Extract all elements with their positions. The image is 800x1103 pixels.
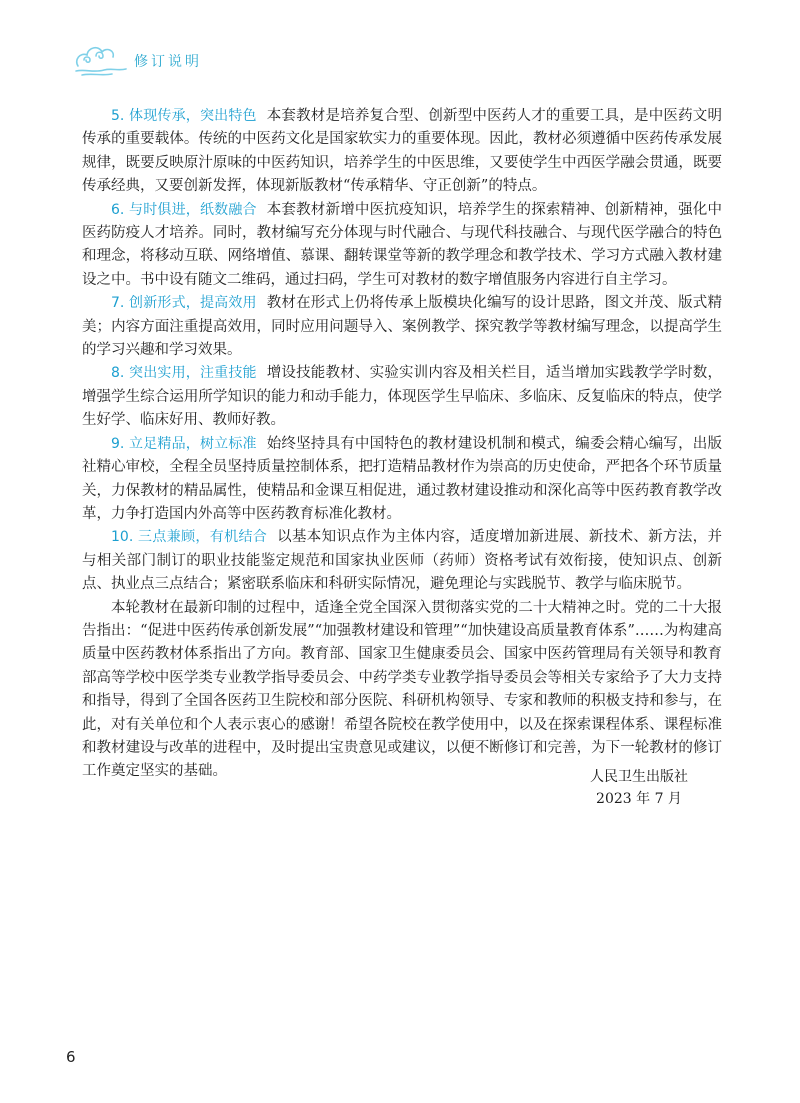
cloud-swirl-icon (72, 38, 130, 78)
publisher-name: 人民卫生出版社 (590, 769, 688, 785)
page-header (72, 38, 202, 78)
section-heading: 6. 与时俱进，纸数融合 (111, 201, 257, 218)
section-text: 增设技能教材、实验实训内容及相关栏目，适当增加实践教学学时数，增强学生综合运用所学知识的能力和动手能力，体现医学生早临床、多临床、反复临床的特点，使学生好学、临床好用、教师好教。 (82, 365, 722, 429)
body-text (82, 105, 722, 784)
section-heading: 8. 突出实用，注重技能 (111, 365, 257, 382)
section-heading: 5. 体现传承，突出特色 (111, 108, 257, 124)
section-5 (82, 105, 722, 199)
section-text: 以基本知识点作为主体内容，适度增加新进展、新技术、新方法，并与相关部门制订的职业技能鉴定规范和国家执业医师（药师）资格考试有效衔接，使知识点、创新点、执业点三点结合；紧密联系临床和科研实际情况，避免理论与实践脱节、教学与临床脱节。 (82, 529, 722, 593)
section-text: 始终坚持具有中国特色的教材建设机制和模式，编委会精心编写，出版社精心审校，全程全员坚持质量控制体系，把打造精品教材作为崇高的历史使命，严把各个环节质量关，力保教材的精品属性，使精品和金课互相促进，通过教材建设推动和深化高等中医药教育教学改革，力争打造国内外高等中医药教育标准化教材。 (82, 435, 722, 522)
signature-block (590, 766, 688, 810)
section-6 (82, 199, 722, 293)
section-8 (82, 362, 722, 432)
section-text: 教材在形式上仍将传承上版模块化编写的设计思路，图文并茂、版式精美；内容方面注重提高效用，同时应用问题导入、案例教学、探究教学等教材编写理念，以提高学生的学习兴趣和学习效果。 (82, 295, 722, 359)
closing-paragraph: 本轮教材在最新印制的过程中，适逢全党全国深入贯彻落实党的二十大精神之时。党的二十大报告指出：“促进中医药传承创新发展”“加强教材建设和管理”“加快建设高质量教育体系”……为构建高质量中医药教材体系指出了方向。教育部、国家卫生健康委员会、国家中医药管理局有关领导和教育部高等学校中医学类专业教学指导委员会、中药学类专业教学指导委员会等相关专家给予了大力支持和指导，得到了全国各医药卫生院校和部分医院、科研机构领导、专家和教师的积极支持和参与，在此，对有关单位和个人表示衷心的感谢！希望各院校在教学使用中，以及在探索课程体系、课程标准和教材建设与改革的进程中，及时提出宝贵意见或建议，以便不断修订和完善，为下一轮教材的修订工作奠定坚实的基础。 (82, 599, 722, 780)
section-text: 本套教材新增中医抗疫知识，培养学生的探索精神、创新精神，强化中医药防疫人才培养。同时，教材编写充分体现与时代融合、与现代科技融合、与现代医学融合的特色和理念，将移动互联、网络增值、慕课、翻转课堂等新的教学理念和教学技术、学习方式融入教材建设之中。书中设有随文二维码，通过扫码，学生可对教材的数字增值服务内容进行自主学习。 (82, 201, 722, 288)
section-heading: 7. 创新形式，提高效用 (111, 295, 257, 312)
section-heading: 9. 立足精品，树立标准 (111, 435, 257, 452)
header-title: 修订说明 (134, 54, 202, 70)
page-number: 6 (66, 1048, 76, 1066)
section-heading: 10. 三点兼顾，有机结合 (111, 529, 268, 546)
section-9 (82, 433, 722, 527)
section-text: 本套教材是培养复合型、创新型中医药人才的重要工具，是中医药文明传承的重要载体。传统的中医药文化是国家软实力的重要体现。因此，教材必须遵循中医药传承发展规律，既要反映原汁原味的中医药知识，培养学生的中医思维，又要使学生中西医学融会贯通，既要传承经典，又要创新发挥，体现新版教材“传承精华、守正创新”的特点。 (82, 108, 722, 195)
section-10 (82, 526, 722, 596)
publish-date: 2023 年 7 月 (596, 791, 682, 807)
section-7 (82, 292, 722, 362)
